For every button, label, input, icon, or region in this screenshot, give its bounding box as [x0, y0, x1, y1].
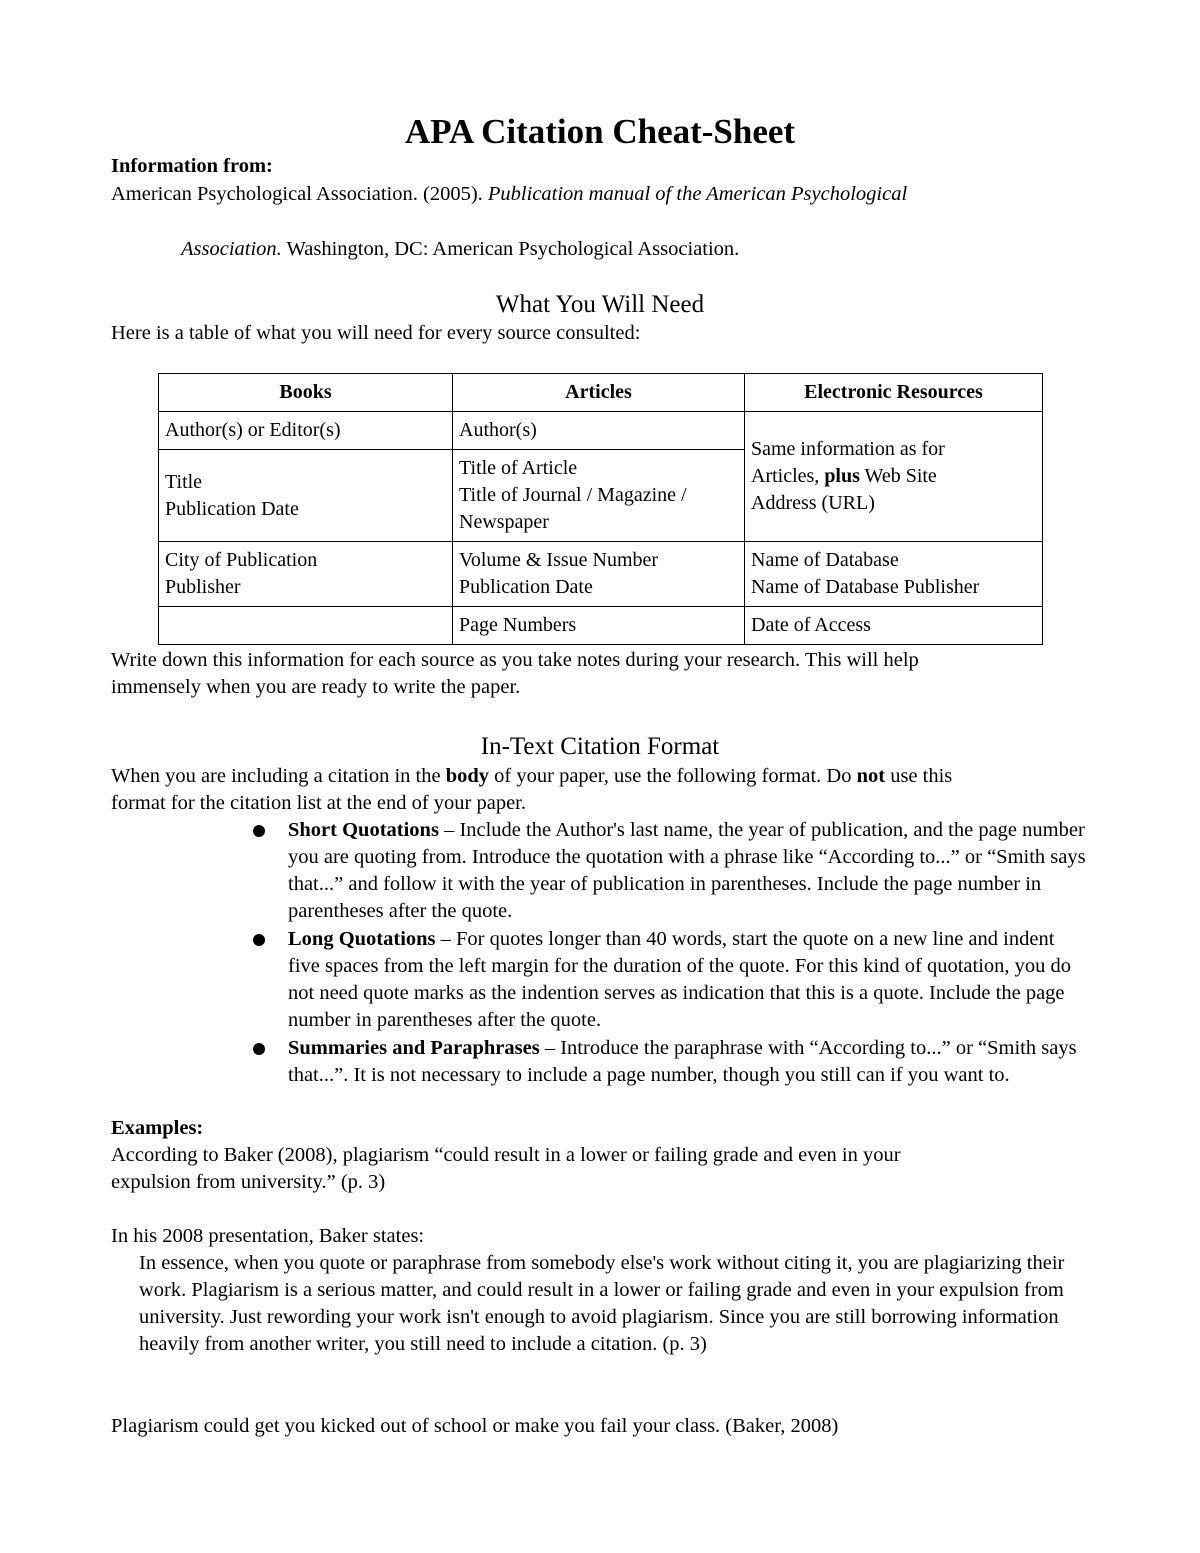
after-table-line-1: Write down this information for each source as you take notes during your research. This will help — [111, 649, 919, 671]
reference-line-2 — [181, 236, 739, 263]
intro-text: of your paper, use the following format. Do — [489, 765, 857, 787]
example-1-line-1: According to Baker (2008), plagiarism “could result in a lower or failing grade and even in your — [111, 1144, 901, 1166]
table-row — [159, 607, 1043, 645]
bullet-item-short-quotations — [288, 817, 1088, 925]
intro-text: When you are including a citation in the — [111, 765, 446, 787]
cell-line: Same information as for — [751, 438, 945, 460]
examples-label: Examples: — [111, 1117, 204, 1139]
table-header-row — [159, 374, 1043, 412]
table-cell-empty — [159, 607, 453, 645]
bullet-text: – Include the Author's last name, the year of publication, and the page number you are quoting from. Introduce the quotation with a phrase like “According to...” or “Smith says that...” and follow it with the year of publication in parentheses. Include the page number in parentheses after the quote. — [288, 819, 1086, 922]
section-heading-intext: In-Text Citation Format — [480, 733, 720, 760]
table-cell-electronic-merged — [745, 412, 1043, 542]
need-intro: Here is a table of what you will need for every source consulted: — [111, 322, 641, 344]
table-cell: Author(s) or Editor(s) — [159, 412, 453, 450]
bullet-text: – Introduce the paraphrase with “According to...” or “Smith says that...”. It is not necessary to include a page number, though you still can if you want to. — [288, 1037, 1077, 1086]
cell-line — [751, 463, 1036, 490]
reference-title: Publication manual of the American Psychological — [487, 183, 908, 205]
example-1-line-2: expulsion from university.” (p. 3) — [111, 1171, 386, 1193]
intro-emphasis-body: body — [445, 765, 490, 787]
cell-text: Articles, — [751, 465, 825, 487]
reference-publisher: Washington, DC: American Psychological Association. — [281, 238, 740, 260]
reference-line-1 — [111, 181, 907, 208]
bullet-label: Short Quotations — [288, 819, 439, 841]
table-cell: Date of Access — [745, 607, 1043, 645]
bullet-item-long-quotations — [288, 926, 1088, 1034]
example-3: Plagiarism could get you kicked out of school or make you fail your class. (Baker, 2008) — [111, 1415, 839, 1437]
intext-intro-line-1 — [111, 763, 952, 790]
column-header-books: Books — [159, 374, 453, 412]
bullet-label: Long Quotations — [288, 928, 436, 950]
reference-author-year: American Psychological Association. (2005). — [111, 183, 488, 205]
bullet-icon — [253, 825, 265, 837]
cell-line: Publication Date — [459, 576, 593, 598]
cell-text-bold: plus — [824, 465, 860, 487]
page-title: APA Citation Cheat-Sheet — [404, 112, 796, 151]
cell-line: Newspaper — [459, 511, 549, 533]
example-2-intro: In his 2008 presentation, Baker states: — [111, 1225, 425, 1247]
bullet-text: – For quotes longer than 40 words, start the quote on a new line and indent five spaces from the left margin for the duration of the quote. For this kind of quotation, you do not need quote marks as the indention serves as indication that this is a quote. Include the page number in parentheses after the quote. — [288, 928, 1072, 1031]
cell-line: City of Publication — [165, 549, 318, 571]
cell-text: Web Site — [859, 465, 937, 487]
reference-title-end: Association. — [181, 238, 282, 260]
table-cell — [159, 450, 453, 542]
table-cell: Page Numbers — [453, 607, 745, 645]
cell-line: Publication Date — [165, 497, 299, 520]
table-cell — [453, 450, 745, 542]
table-cell — [159, 542, 453, 607]
after-table-line-2: immensely when you are ready to write the paper. — [111, 676, 521, 698]
cell-line: Volume & Issue Number — [459, 549, 659, 571]
cell-line: Address (URL) — [751, 492, 875, 514]
cell-line: Name of Database Publisher — [751, 576, 980, 598]
table-row — [159, 412, 1043, 450]
section-heading-need: What You Will Need — [495, 291, 705, 318]
bullet-icon — [253, 1043, 265, 1055]
cell-line: Publisher — [165, 576, 241, 598]
column-header-electronic: Electronic Resources — [745, 374, 1043, 412]
intro-text: use this — [885, 765, 953, 787]
cell-line: Title — [165, 470, 203, 493]
cell-line: Name of Database — [751, 549, 899, 571]
bullet-label: Summaries and Paraphrases — [288, 1037, 540, 1059]
cell-line: Title of Article — [459, 457, 578, 479]
table-row — [159, 542, 1043, 607]
bullet-icon — [253, 934, 265, 946]
table-cell: Author(s) — [453, 412, 745, 450]
intro-emphasis-not: not — [856, 765, 886, 787]
bullet-item-summaries — [288, 1035, 1088, 1089]
table-cell — [745, 542, 1043, 607]
cell-line: Title of Journal / Magazine / — [459, 484, 687, 506]
column-header-articles: Articles — [453, 374, 745, 412]
intext-intro-line-2: format for the citation list at the end of your paper. — [111, 792, 526, 814]
block-quote: In essence, when you quote or paraphrase from somebody else's work without citing it, you are plagiarizing their work. Plagiarism is a serious matter, and could result in a lower or failing grade and even in your expulsion from university. Just rewording your work isn't enough to avoid plagiarism. Since you are still borrowing information heavily from another writer, you still need to include a citation. (p. 3) — [139, 1252, 1065, 1355]
sources-table — [158, 373, 1043, 645]
info-label: Information from: — [111, 155, 273, 177]
table-cell — [453, 542, 745, 607]
